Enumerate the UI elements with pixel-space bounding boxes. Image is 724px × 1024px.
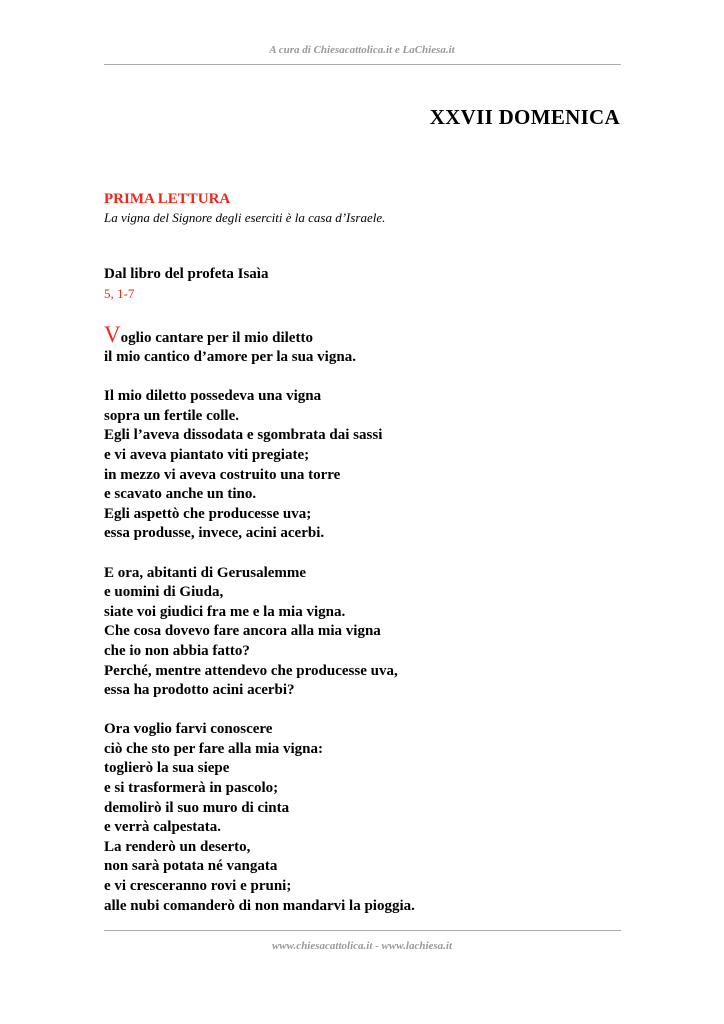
poem-line: Che cosa dovevo fare ancora alla mia vigna	[104, 623, 381, 640]
poem-line: siate voi giudici fra me e la mia vigna.	[104, 603, 346, 620]
book-title: Dal libro del profeta Isaìa	[104, 266, 269, 282]
poem-line: alle nubi comanderò di non mandarvi la pioggia.	[104, 897, 415, 914]
page-header: A cura di Chiesacattolica.it e LaChiesa.it	[269, 44, 455, 56]
poem-line: ciò che sto per fare alla mia vigna:	[104, 740, 323, 757]
poem-line: Il mio diletto possedeva una vigna	[104, 388, 322, 405]
stanza-break	[104, 544, 624, 564]
drop-cap: V	[104, 322, 121, 347]
poem-line: toglierò la sua siepe	[104, 760, 230, 777]
poem-line: Egli aspettò che producesse uva;	[104, 505, 312, 522]
reading-heading: PRIMA LETTURA	[104, 191, 231, 207]
poem-line: e scavato anche un tino.	[104, 486, 257, 503]
reading-text	[104, 322, 624, 916]
poem-line: demolirò il suo muro di cinta	[104, 799, 290, 816]
first-line-text: oglio cantare per il mio diletto	[120, 330, 313, 346]
poem-line: e verrà calpestata.	[104, 819, 222, 836]
poem-line: Ora voglio farvi conoscere	[104, 721, 273, 738]
poem-line: sopra un fertile colle.	[104, 407, 239, 424]
poem-line: il mio cantico d’amore per la sua vigna.	[104, 349, 356, 365]
poem-line: e vi cresceranno rovi e pruni;	[104, 878, 292, 895]
poem-line: e uomini di Giuda,	[104, 584, 224, 601]
footer-divider	[104, 930, 621, 931]
poem-line: La renderò un deserto,	[104, 838, 251, 855]
poem-line: Egli l’aveva dissodata e sgombrata dai sassi	[104, 427, 383, 444]
poem-line: non sarà potata né vangata	[104, 858, 278, 875]
poem-line: E ora, abitanti di Gerusalemme	[104, 564, 307, 581]
poem-line: in mezzo vi aveva costruito una torre	[104, 466, 341, 483]
poem-line: essa produsse, invece, acini acerbi.	[104, 525, 325, 542]
poem-line: che io non abbia fatto?	[104, 642, 250, 659]
page-footer: www.chiesacattolica.it - www.lachiesa.it	[271, 940, 453, 952]
poem-line: e si trasformerà in pascolo;	[104, 780, 279, 797]
poem-line: Perché, mentre attendevo che producesse uva,	[104, 662, 398, 679]
header-divider	[104, 64, 621, 65]
page-title: XXVII DOMENICA	[429, 105, 620, 129]
book-reference: 5, 1-7	[104, 286, 135, 301]
first-line	[104, 322, 624, 348]
poem-line: essa ha prodotto acini acerbi?	[104, 682, 295, 699]
stanza-break	[104, 701, 624, 721]
reading-subtitle: La vigna del Signore degli eserciti è la casa d’Israele.	[104, 210, 386, 225]
stanza-break	[104, 368, 624, 388]
poem-line: e vi aveva piantato viti pregiate;	[104, 446, 310, 463]
